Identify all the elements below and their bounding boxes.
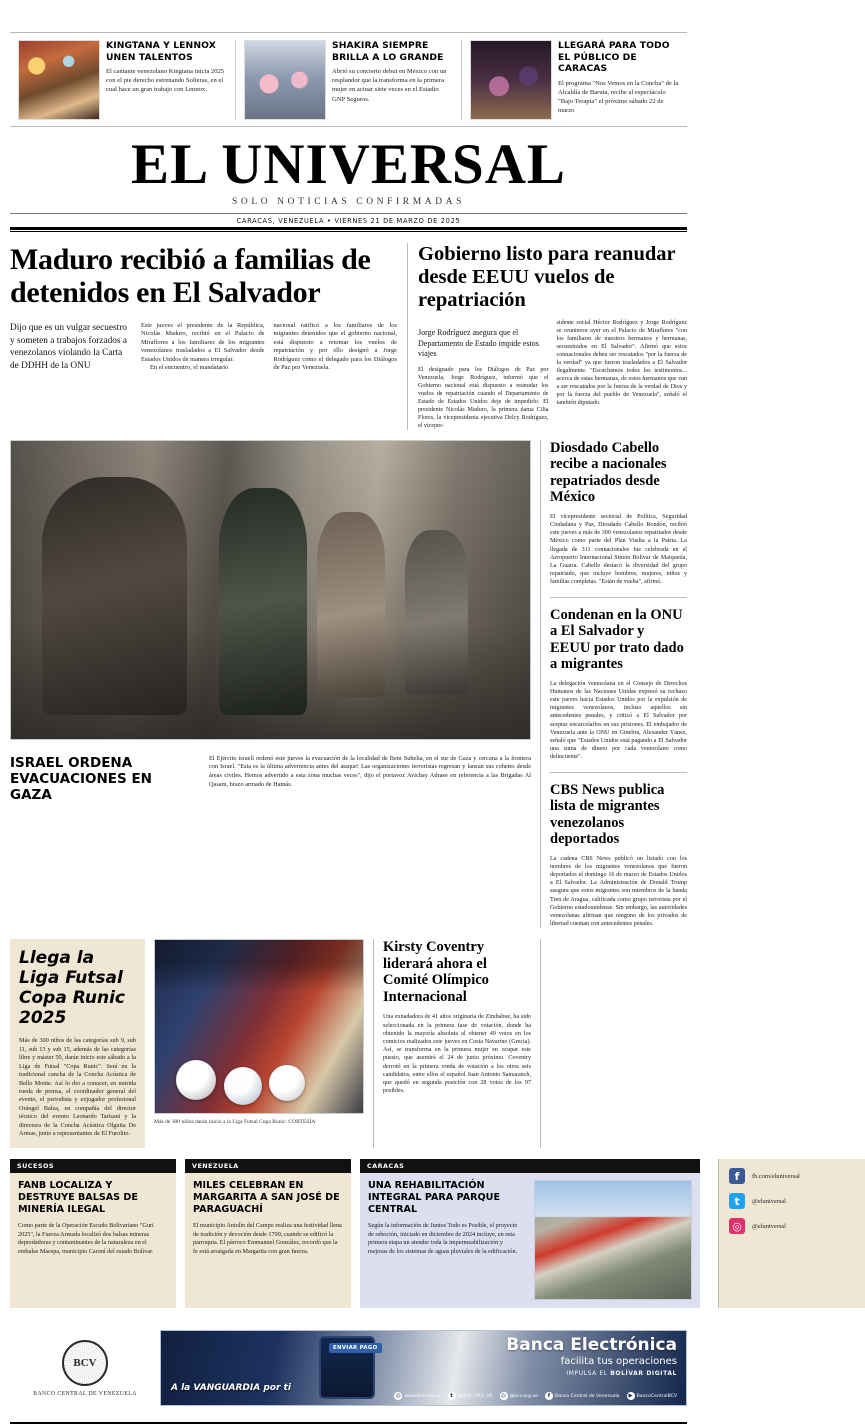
sidebar-headline: Diosdado Cabello recibe a nacionales repatriados desde México <box>550 439 667 506</box>
photo-figure <box>219 488 307 714</box>
banner-social-row <box>394 1392 677 1400</box>
facebook-icon: f <box>729 1168 745 1184</box>
sidebar-body: La delegación venezolana en el Consejo de Derechos Humanos de las Naciones Unidas expresó su rechazo este jueves hacia Estados Unidos por la expulsión de migrantes venezolanos, incluso aquellos sin antecedentes penales, y criticó a El Salvador por aceptar encarcelarlos en sus prisiones. El embajador de Venezuela ante la ONU en Ginebra, Alexander Yánez, señaló que "Estados Unidos está pagando a El Salvador una suma de dinero por cada venezolano como delincuente". <box>550 680 687 761</box>
social-row-instagram[interactable] <box>729 1218 855 1234</box>
vanguardia-tagline: A la VANGUARDIA por ti <box>171 1383 291 1394</box>
banner-social-item[interactable] <box>627 1392 677 1400</box>
lead-body-col-1 <box>141 322 265 372</box>
youtube-icon: ▶ <box>628 1393 633 1400</box>
brief-caracas[interactable] <box>360 1159 700 1308</box>
brief-sucesos[interactable] <box>10 1159 176 1308</box>
banner-tag-bold: BOLÍVAR DIGITAL <box>610 1370 677 1378</box>
sidebar-item-onu[interactable] <box>550 607 687 762</box>
futsal-story[interactable] <box>10 939 145 1148</box>
masthead-rule <box>10 213 687 214</box>
social-handle: fb.com/eluniversal <box>752 1172 800 1180</box>
masthead <box>10 127 687 232</box>
sports-left <box>10 939 540 1148</box>
banner-tag-prefix: IMPULSA EL <box>566 1370 611 1378</box>
divider <box>550 597 687 598</box>
teaser-title: KINGTANA Y LENNOX UNEN TALENTOS <box>106 40 216 63</box>
brief-kicker: VENEZUELA <box>185 1159 351 1173</box>
sidebar-item-diosdado[interactable] <box>550 440 687 587</box>
social-block <box>718 1159 865 1308</box>
banner-social-item[interactable] <box>394 1392 440 1400</box>
brief-kicker: CARACAS <box>360 1159 700 1173</box>
futsal-photo-column <box>145 939 373 1148</box>
instagram-icon: ◎ <box>729 1218 745 1234</box>
brief-title: UNA REHABILITACIÓN INTEGRAL PARA PARQUE CENTRAL <box>368 1180 501 1216</box>
sidebar-body: El vicepresidente sectorial de Política, Seguridad Ciudadana y Paz, Diosdado Cabello Rondón, recibió este jueves a más de 300 venezolanos repatriados desde México como parte del Plan Vuelta a la Patria. La llegada de 311 connacionales fue celebrada en el Aeropuerto Internacional Simón Bolívar de Maiquetía, La Guaira. Cabello destacó la diversidad del grupo repatriado, que incluye hombres, mujeres, niños y familias completas. "Están de vuelta", afirmó. <box>550 513 687 586</box>
teaser-item[interactable] <box>462 40 687 120</box>
social-handle: @eluniversal <box>752 1197 786 1205</box>
banner-social-label: BancoCentralBCV <box>636 1393 677 1399</box>
ball-icon <box>269 1065 305 1101</box>
masthead-title: EL UNIVERSAL <box>131 133 566 196</box>
kirsty-story[interactable] <box>373 939 531 1148</box>
gaza-story[interactable] <box>10 748 531 803</box>
twitter-icon: t <box>448 1392 456 1400</box>
facebook-icon: f <box>545 1392 553 1400</box>
bcv-logo-block <box>10 1340 160 1397</box>
teaser-text: El cantante venezolano Kingtana inicia 2025 con el pie derecho estrenando Solteras, en el cual hace un gran trabajo con Lennox. <box>106 68 225 94</box>
page-title: Maduro recibió a familias de detenidos en El Salvador <box>10 243 371 309</box>
second-story-headline: Gobierno listo para reanudar desde EEUU vuelos de repatriación <box>418 243 676 311</box>
second-story-col-1: El designado para los Diálogos de Paz por Venezuela, Jorge Rodríguez, informó que el Gobierno nacional está dispuesto a reanudar los vuelos de repatriación cuando el Departamento de Estado de Estados Unidos deje de impedirlo. El presidente Nicolás Maduro, la primera dama Cilia Flores, la vicepresidenta ejecutiva Delcy Rodríguez, el vicepre- <box>418 366 549 429</box>
brief-title: MILES CELEBRAN EN MARGARITA A SAN JOSÉ DE PARAGUACHÍ <box>193 1180 340 1216</box>
instagram-icon: ◎ <box>501 1393 506 1400</box>
bcv-label: BANCO CENTRAL DE VENEZUELA <box>33 1390 137 1397</box>
teaser-item[interactable] <box>236 40 462 120</box>
social-row-twitter[interactable] <box>729 1193 855 1209</box>
brief-title: FANB LOCALIZA Y DESTRUYE BALSAS DE MINERÍA ILEGAL <box>18 1180 138 1216</box>
banner-title: Banca Electrónica <box>506 1335 677 1356</box>
lead-paragraph: En el encuentro, el mandatario <box>150 364 229 372</box>
gaza-headline: ISRAEL ORDENA EVACUACIONES EN GAZA <box>10 754 152 803</box>
sidebar-headline: Condenan en la ONU a El Salvador y EEUU por trato dado a migrantes <box>550 606 684 673</box>
teaser-text: Abrió su concierto debut en México con un resplandor que la transforma en la primera mujer en actuar siete veces en el Estadio GNP Seguros. <box>332 68 447 103</box>
web-icon: ◎ <box>396 1393 401 1400</box>
masthead-rule-thick <box>10 227 687 230</box>
footer-advertisement[interactable] <box>10 1322 687 1406</box>
top-teaser-strip <box>10 32 687 127</box>
social-handle: @eluniversal <box>752 1222 786 1230</box>
second-story[interactable] <box>408 243 687 430</box>
sidebar-headline: CBS News publica lista de migrantes venezolanos deportados <box>550 781 665 848</box>
banner-social-item[interactable] <box>545 1392 620 1400</box>
social-row-facebook[interactable] <box>729 1168 855 1184</box>
kirsty-headline: Kirsty Coventry liderará ahora el Comité Olímpico Internacional <box>383 939 489 1005</box>
masthead-dateline: CARACAS, VENEZUELA • VIERNES 21 DE MARZO DE 2025 <box>236 217 461 225</box>
lead-body-col-2 <box>274 322 398 372</box>
briefs-row <box>10 1159 800 1308</box>
kingtana-lennox-photo <box>18 40 100 120</box>
banner-subtitle: facilita tus operaciones <box>560 1356 677 1368</box>
sidebar-body: La cadena CBS News publicó un listado con los nombres de los migrantes venezolanos que fueron deportados el domingo 16 de marzo de Estados Unidos a El Salvador. La Administración de Donald Trump asegura que estos migrantes son miembros de la banda Tren de Aragua, calificada como grupo terrorista por el Gobierno estadounidense. Sin embargo, las autoridades venezolanas afirman que ninguno de los privados de libertad cuentan con antecedentes penales. <box>550 855 687 928</box>
futsal-caption: Más de 300 niños darán inicio a la Liga Futsal Copa Runic. CORTESÍA <box>154 1119 316 1126</box>
sports-band <box>10 939 687 1148</box>
sidebar-column <box>540 440 687 929</box>
second-story-col-2: sidente social Héctor Rodríguez y Jorge Rodríguez se reunieron ayer en el Palacio de Miraflores "con los familiares de nuestros hermanos y hermanas, secuestrados en El Salvador". Afirmó que estos connacionales deben ser rescatados "por la fuerza de la verdad" ya que fueron trasladados a El Salvador ilegalmente. "Escuchamos todos los testimonios... acerca de estas hermanas, de estos hermanos que van a ser rescatados por la fuerza de la verdad de Dios y por la fuerza del pueblo de Venezuela", señaló el también diputado. <box>556 320 687 406</box>
banner-social-label: @bcv.org.ve <box>509 1393 538 1399</box>
banner-social-item[interactable] <box>448 1392 493 1400</box>
enviar-pago-button[interactable]: ENVIAR PAGO <box>329 1343 382 1353</box>
masthead-slogan: SOLO NOTICIAS CONFIRMADAS <box>231 197 466 207</box>
kirsty-body: Una exnadadora de 41 años originaria de Zimbabue, ha sido seleccionada en la primera fase de votación, donde ha obtenido la mayoría absoluta al obtener 49 votos en los comicios realizados este jueves en Costa Navarino (Grecia). Así, se transforma en la primera mujer en ocupar este puesto, que asumirá el 24 de junio próximo. Coventry derrotó en la primera ronda de votación a los otros seis candidatos, entre ellos el español Juan Antonio Samaranch, que quedó en segunda posición con 28 votos de los 97 posibles. <box>383 1014 531 1095</box>
lead-standfirst: Dijo que es un vulgar secuestro y someten a trabajos forzados a venezolanos violando la Carta de DDHH de la ONU <box>10 323 127 371</box>
lead-paragraph: nacional ratificó a los familiares de los migrantes detenidos que el gobierno nacional, está dispuesto a retomar los vuelos de repatriación y por ello designó a Jorge Rodríguez como el delegado para los Diálogos de Paz por Venezuela. <box>273 322 397 372</box>
banner-tagline <box>506 1370 677 1377</box>
brief-venezuela[interactable] <box>185 1159 351 1308</box>
banca-electronica-banner[interactable] <box>160 1330 687 1406</box>
gaza-body: El Ejército israelí ordenó este jueves la evacuación de la localidad de Beni Suhelia, en el sur de Gaza y cercana a la frontera con Israel. "Esta es la última advertencia antes del ataque! Las organizaciones terroristas regresan y lanzan sus cohetes desde áreas civiles. Hemos advertido a esta zona muchas veces", dijo el portavoz Avichay Adraee en referencia a las Brigadas Al Qasam, brazo armado de Hamás. <box>209 754 531 788</box>
sports-right-spacer <box>540 939 687 1148</box>
masthead-rule-thin <box>10 231 687 232</box>
lead-paragraph: Este jueves el presidente de la República, Nicolás Maduro, recibió en el Palacio de Miraflores a los familiares de los migrantes venezolanos trasladados a El Salvador desde Estados Unidos de manera irregular. <box>141 322 265 363</box>
banner-social-label: www.bcv.org.ve <box>404 1393 441 1399</box>
futsal-headline: Llega la Liga Futsal Copa Runic 2025 <box>19 948 125 1029</box>
sidebar-item-cbs[interactable] <box>550 782 687 929</box>
teaser-title: SHAKIRA SIEMPRE BRILLA A LO GRANDE <box>332 40 444 63</box>
migrantes-frontera-photo <box>10 440 531 740</box>
brief-text: El municipio Antolín del Campo realiza una festividad llena de tradición y devoción desde 1799, cuando se edificó la parroquia. El párroco Emmanuel González, recordó que la fe está arraigada en Margarita con gran fuerza. <box>193 1222 342 1255</box>
lead-story[interactable] <box>10 243 408 430</box>
futsal-balones-photo <box>154 939 364 1114</box>
brief-kicker: SUCESOS <box>10 1159 176 1173</box>
parque-central-photo <box>534 1180 692 1300</box>
futsal-body: Más de 300 niños de las categorías sub 9, sub 11, sub 13 y sub 15, además de las categorías libre y máster 50, darán inicio este sábado a la Liga de Futsal "Copa Runic". Será en la tradicional cancha de la Concha Acústica de Bello Monte. Así lo dio a conocer, en nutrida rueda de prensa, el coordinador general del evento, el periodista y exjugador profesional Orángel Balza, en compañía del director técnico del evento Leonardo Tarisani y la directora de la Concha Acústica Olguita De Armas, junto a representantes de El Furolito. <box>19 1037 136 1137</box>
bajo-terapia-photo <box>470 40 552 120</box>
shakira-photo <box>244 40 326 120</box>
banner-social-label: Banco Central de Venezuela <box>554 1393 620 1399</box>
teaser-title: LLEGARÁ PARA TODO EL PÚBLICO DE CARACAS <box>558 40 670 74</box>
brief-text: Como parte de la Operación Escudo Bolivariano "Guri 2025", la Fuerza Armada localizó dos balsas mineras depredadoras y contaminantes de la naturaleza en el embalse Maespa, municipio Caroní del estado Bolívar. <box>18 1222 154 1255</box>
main-photo-column <box>10 440 540 929</box>
ball-icon <box>176 1060 216 1100</box>
newspaper-front-page <box>0 32 800 1400</box>
teaser-item[interactable] <box>10 40 236 120</box>
lead-area <box>10 243 687 430</box>
bcv-seal-icon: BCV <box>62 1340 108 1386</box>
ball-icon <box>224 1067 262 1105</box>
teaser-text: El programa "Nos Vemos en la Concha" de la Alcaldía de Baruta, recibe al espectáculo "Bajo Terapia" el próximo sábado 22 de marzo <box>558 79 679 115</box>
photo-figure <box>317 512 384 697</box>
banner-social-label: @BCV_ORG_VE <box>457 1393 493 1399</box>
twitter-icon: t <box>729 1193 745 1209</box>
banner-social-item[interactable] <box>500 1392 538 1400</box>
photo-figure <box>405 530 467 694</box>
second-story-standfirst: Jorge Rodríguez asegura que el Departamento de Estado impide estos viajes <box>418 328 539 359</box>
brief-text: Según la información de Juntos Todo es Posible, el proyecto de reboción, iniciado en diciembre de 2024 incluye, en esta primera etapa un atender toda la impermeabilización y mejoras de los sistemas de aguas pluviales de la edificación. <box>368 1222 518 1255</box>
divider <box>550 772 687 773</box>
main-content-area <box>10 440 687 929</box>
